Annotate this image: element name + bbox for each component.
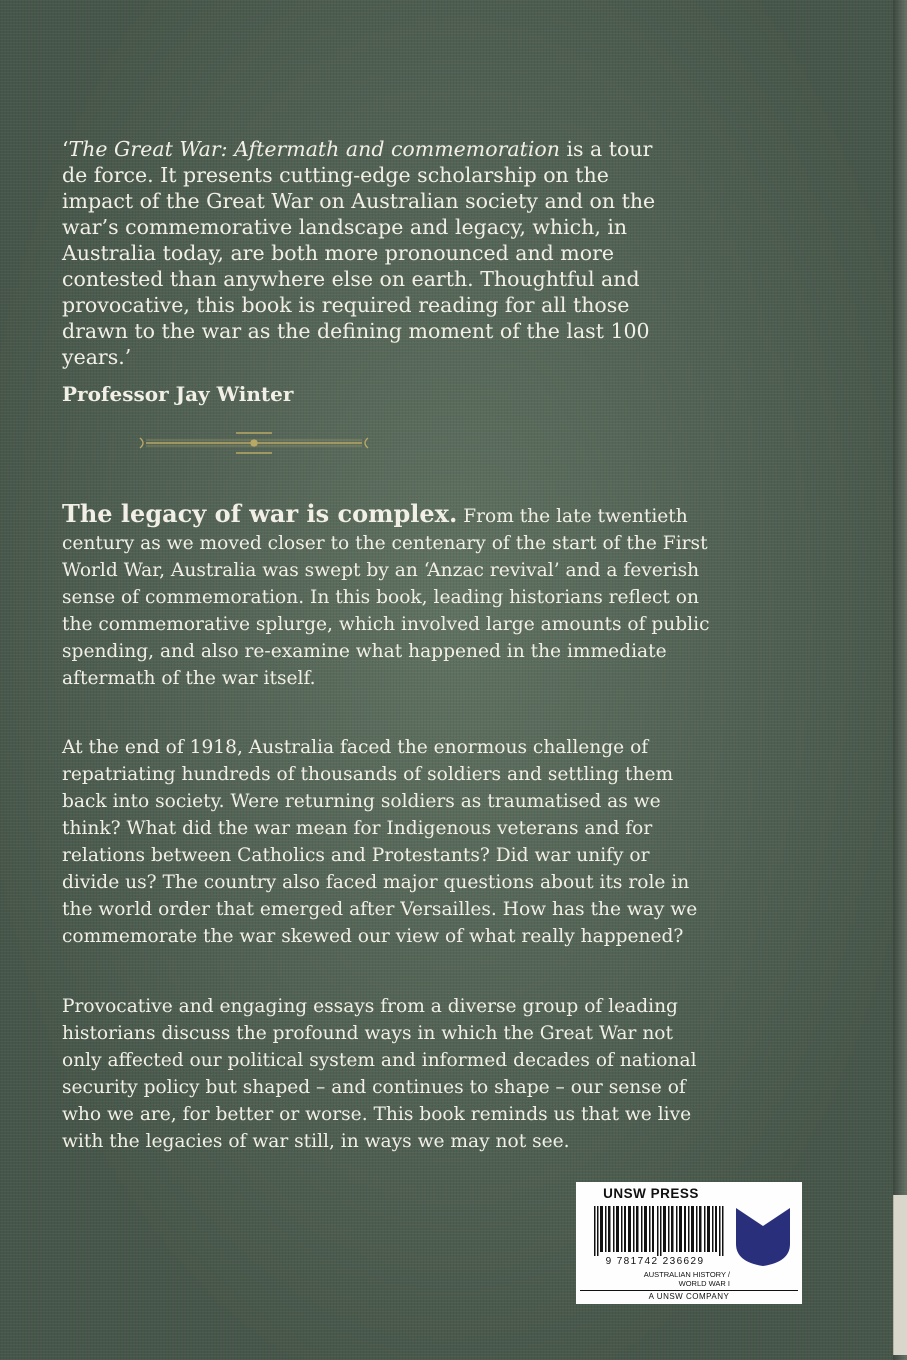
isbn-number: 9 781742 236629 (605, 1256, 705, 1267)
blurb-paragraph-1 (62, 500, 712, 692)
spine-edge (893, 0, 907, 1360)
publisher-name: UNSW PRESS (603, 1186, 699, 1201)
publisher-company: A UNSW COMPANY (648, 1292, 730, 1301)
publisher-panel (576, 1182, 802, 1304)
category-line-2: WORLD WAR I (678, 1279, 730, 1288)
blurb-p1-text: From the late twentieth century as we moved closer to the centenary of the start of the First World War, Australia was swept by an ‘Anzac revival’ and a feverish sense of commemoration. In this book, leading historians reflect on the commemorative splurge, which involved large amounts of public spending, and also re-examine what happened in the immediate aftermath of the war itself. (62, 506, 710, 689)
blurb-paragraph-2: At the end of 1918, Australia faced the enormous challenge of repatriating hundreds of thousands of soldiers and settling them back into society. Were returning soldiers as traumatised as we think? What did the war mean for Indigenous veterans and for relations between Catholics and Protestants? Did war unify or divide us? The country also faced major questions about its role in the world order that emerged after Versailles. How has the way we commemorate the war skewed our view of what really happened? (62, 737, 698, 947)
publisher-divider (580, 1290, 798, 1291)
library-tape (893, 1195, 907, 1355)
unsw-press-shield-icon (734, 1204, 792, 1268)
isbn-barcode-icon (594, 1206, 724, 1256)
quote-text: is a tour de force. It presents cutting-edge scholarship on the impact of the Great War on Australian society and on the war’s commemorative landscape and legacy, which, in Australia today, are both more pronounced and more contested than anywhere else on earth. Thoughtful and provocative, this book is required reading for all those drawn to the war as the defining moment of the last 100 years.’ (62, 137, 656, 369)
category-line-1: AUSTRALIAN HISTORY / (643, 1270, 730, 1279)
subject-category (636, 1270, 730, 1288)
decorative-rule-icon (136, 428, 372, 458)
quote-open-mark: ‘ (62, 137, 69, 161)
blurb-lead: The legacy of war is complex. (62, 499, 458, 528)
endorsement-quote (62, 136, 682, 370)
blurb-paragraph-3: Provocative and engaging essays from a diverse group of leading historians discuss the profound ways in which the Great War not only affected our political system and informed decades of national security policy but shaped – and continues to shape – our sense of who we are, for better or worse. This book reminds us that we live with the legacies of war still, in ways we may not see. (62, 996, 697, 1152)
quote-attribution: Professor Jay Winter (62, 382, 294, 406)
quote-book-title: The Great War: Aftermath and commemoration (68, 137, 560, 161)
